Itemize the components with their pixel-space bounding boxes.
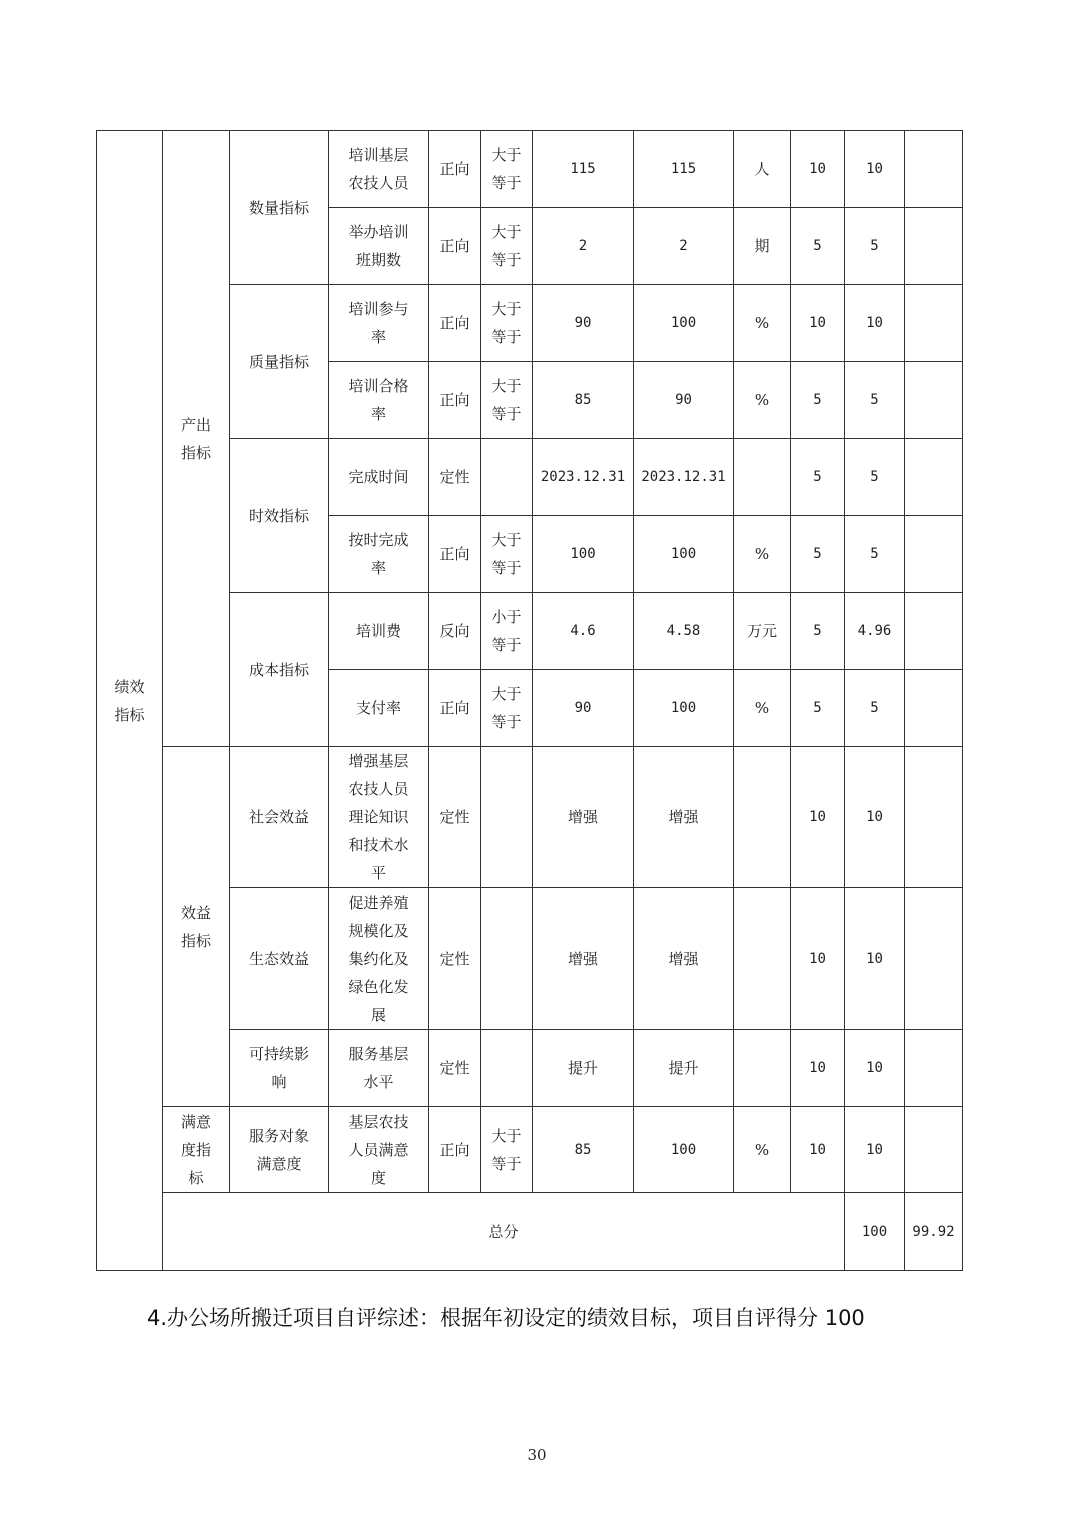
operator-cell — [481, 747, 533, 888]
indicator-name: 促进养殖规模化及集约化及绿色化发展 — [329, 888, 429, 1030]
score-cell: 10 — [845, 131, 905, 208]
target-cell: 提升 — [533, 1030, 634, 1107]
weight-cell: 5 — [791, 362, 845, 439]
score-cell: 5 — [845, 362, 905, 439]
score-cell: 5 — [845, 439, 905, 516]
target-cell: 100 — [533, 516, 634, 593]
weight-cell: 5 — [791, 439, 845, 516]
operator-cell: 大于等于 — [481, 208, 533, 285]
score-cell: 10 — [845, 285, 905, 362]
level3-cell: 服务对象满意度 — [230, 1107, 329, 1193]
indicator-name: 按时完成率 — [329, 516, 429, 593]
actual-cell: 4.58 — [634, 593, 734, 670]
note-cell — [905, 362, 963, 439]
direction-cell: 正向 — [429, 208, 481, 285]
target-cell: 增强 — [533, 747, 634, 888]
indicator-name: 培训基层农技人员 — [329, 131, 429, 208]
operator-cell — [481, 439, 533, 516]
level3-cell: 成本指标 — [230, 593, 329, 747]
unit-cell — [734, 888, 791, 1030]
level3-cell: 生态效益 — [230, 888, 329, 1030]
note-cell — [905, 285, 963, 362]
level1-cell: 绩效指标 — [97, 131, 163, 1271]
actual-cell: 100 — [634, 670, 734, 747]
total-score: 99.92 — [905, 1193, 963, 1271]
indicator-name: 完成时间 — [329, 439, 429, 516]
indicator-name: 培训参与率 — [329, 285, 429, 362]
level2-cell: 产出指标 — [163, 131, 230, 747]
indicator-name: 基层农技人员满意度 — [329, 1107, 429, 1193]
target-cell: 2 — [533, 208, 634, 285]
actual-cell: 100 — [634, 285, 734, 362]
actual-cell: 增强 — [634, 747, 734, 888]
actual-cell: 提升 — [634, 1030, 734, 1107]
weight-cell: 10 — [791, 131, 845, 208]
note-cell — [905, 670, 963, 747]
level3-cell: 可持续影响 — [230, 1030, 329, 1107]
score-cell: 10 — [845, 1107, 905, 1193]
actual-cell: 115 — [634, 131, 734, 208]
note-cell — [905, 1107, 963, 1193]
unit-cell — [734, 439, 791, 516]
page-number: 30 — [527, 1446, 547, 1464]
unit-cell — [734, 1030, 791, 1107]
direction-cell: 正向 — [429, 1107, 481, 1193]
unit-cell: 人 — [734, 131, 791, 208]
indicator-name: 培训费 — [329, 593, 429, 670]
level3-cell: 社会效益 — [230, 747, 329, 888]
direction-cell: 定性 — [429, 747, 481, 888]
operator-cell — [481, 888, 533, 1030]
total-label: 总分 — [163, 1193, 845, 1271]
weight-cell: 10 — [791, 1030, 845, 1107]
direction-cell: 定性 — [429, 888, 481, 1030]
actual-cell: 100 — [634, 1107, 734, 1193]
indicator-name: 支付率 — [329, 670, 429, 747]
direction-cell: 定性 — [429, 1030, 481, 1107]
table-row — [97, 747, 963, 888]
note-cell — [905, 131, 963, 208]
unit-cell: % — [734, 285, 791, 362]
operator-cell: 大于等于 — [481, 131, 533, 208]
weight-cell: 5 — [791, 593, 845, 670]
weight-cell: 10 — [791, 285, 845, 362]
score-cell: 5 — [845, 208, 905, 285]
total-weight: 100 — [845, 1193, 905, 1271]
direction-cell: 正向 — [429, 362, 481, 439]
note-cell — [905, 747, 963, 888]
weight-cell: 10 — [791, 747, 845, 888]
note-cell — [905, 439, 963, 516]
indicator-name: 增强基层农技人员理论知识和技术水平 — [329, 747, 429, 888]
direction-cell: 定性 — [429, 439, 481, 516]
direction-cell: 反向 — [429, 593, 481, 670]
unit-cell: % — [734, 362, 791, 439]
summary-paragraph: 4.办公场所搬迁项目自评综述：根据年初设定的绩效目标，项目自评得分 100 — [147, 1306, 865, 1330]
level3-cell: 时效指标 — [230, 439, 329, 593]
actual-cell: 100 — [634, 516, 734, 593]
indicator-name: 举办培训班期数 — [329, 208, 429, 285]
note-cell — [905, 208, 963, 285]
target-cell: 4.6 — [533, 593, 634, 670]
operator-cell: 大于等于 — [481, 285, 533, 362]
table-row — [97, 131, 963, 208]
operator-cell: 大于等于 — [481, 362, 533, 439]
note-cell — [905, 593, 963, 670]
table-row — [97, 1107, 963, 1193]
target-cell: 增强 — [533, 888, 634, 1030]
unit-cell: % — [734, 516, 791, 593]
operator-cell: 大于等于 — [481, 670, 533, 747]
weight-cell: 5 — [791, 516, 845, 593]
note-cell — [905, 888, 963, 1030]
score-cell: 10 — [845, 888, 905, 1030]
target-cell: 115 — [533, 131, 634, 208]
score-cell: 5 — [845, 516, 905, 593]
direction-cell: 正向 — [429, 670, 481, 747]
actual-cell: 90 — [634, 362, 734, 439]
operator-cell: 小于等于 — [481, 593, 533, 670]
weight-cell: 10 — [791, 1107, 845, 1193]
actual-cell: 2 — [634, 208, 734, 285]
level3-cell: 质量指标 — [230, 285, 329, 439]
performance-table — [96, 130, 963, 1271]
target-cell: 85 — [533, 1107, 634, 1193]
note-cell — [905, 1030, 963, 1107]
score-cell: 10 — [845, 747, 905, 888]
direction-cell: 正向 — [429, 285, 481, 362]
actual-cell: 增强 — [634, 888, 734, 1030]
direction-cell: 正向 — [429, 516, 481, 593]
indicator-name: 服务基层水平 — [329, 1030, 429, 1107]
level2-cell: 满意度指标 — [163, 1107, 230, 1193]
unit-cell: % — [734, 1107, 791, 1193]
operator-cell: 大于等于 — [481, 1107, 533, 1193]
target-cell: 90 — [533, 670, 634, 747]
direction-cell: 正向 — [429, 131, 481, 208]
unit-cell: % — [734, 670, 791, 747]
level3-cell: 数量指标 — [230, 131, 329, 285]
weight-cell: 5 — [791, 670, 845, 747]
weight-cell: 5 — [791, 208, 845, 285]
unit-cell: 期 — [734, 208, 791, 285]
target-cell: 90 — [533, 285, 634, 362]
target-cell: 85 — [533, 362, 634, 439]
indicator-name: 培训合格率 — [329, 362, 429, 439]
operator-cell: 大于等于 — [481, 516, 533, 593]
total-row — [97, 1193, 963, 1271]
score-cell: 10 — [845, 1030, 905, 1107]
actual-cell: 2023.12.31 — [634, 439, 734, 516]
level2-cell: 效益指标 — [163, 747, 230, 1107]
unit-cell — [734, 747, 791, 888]
score-cell: 4.96 — [845, 593, 905, 670]
note-cell — [905, 516, 963, 593]
weight-cell: 10 — [791, 888, 845, 1030]
target-cell: 2023.12.31 — [533, 439, 634, 516]
score-cell: 5 — [845, 670, 905, 747]
operator-cell — [481, 1030, 533, 1107]
unit-cell: 万元 — [734, 593, 791, 670]
